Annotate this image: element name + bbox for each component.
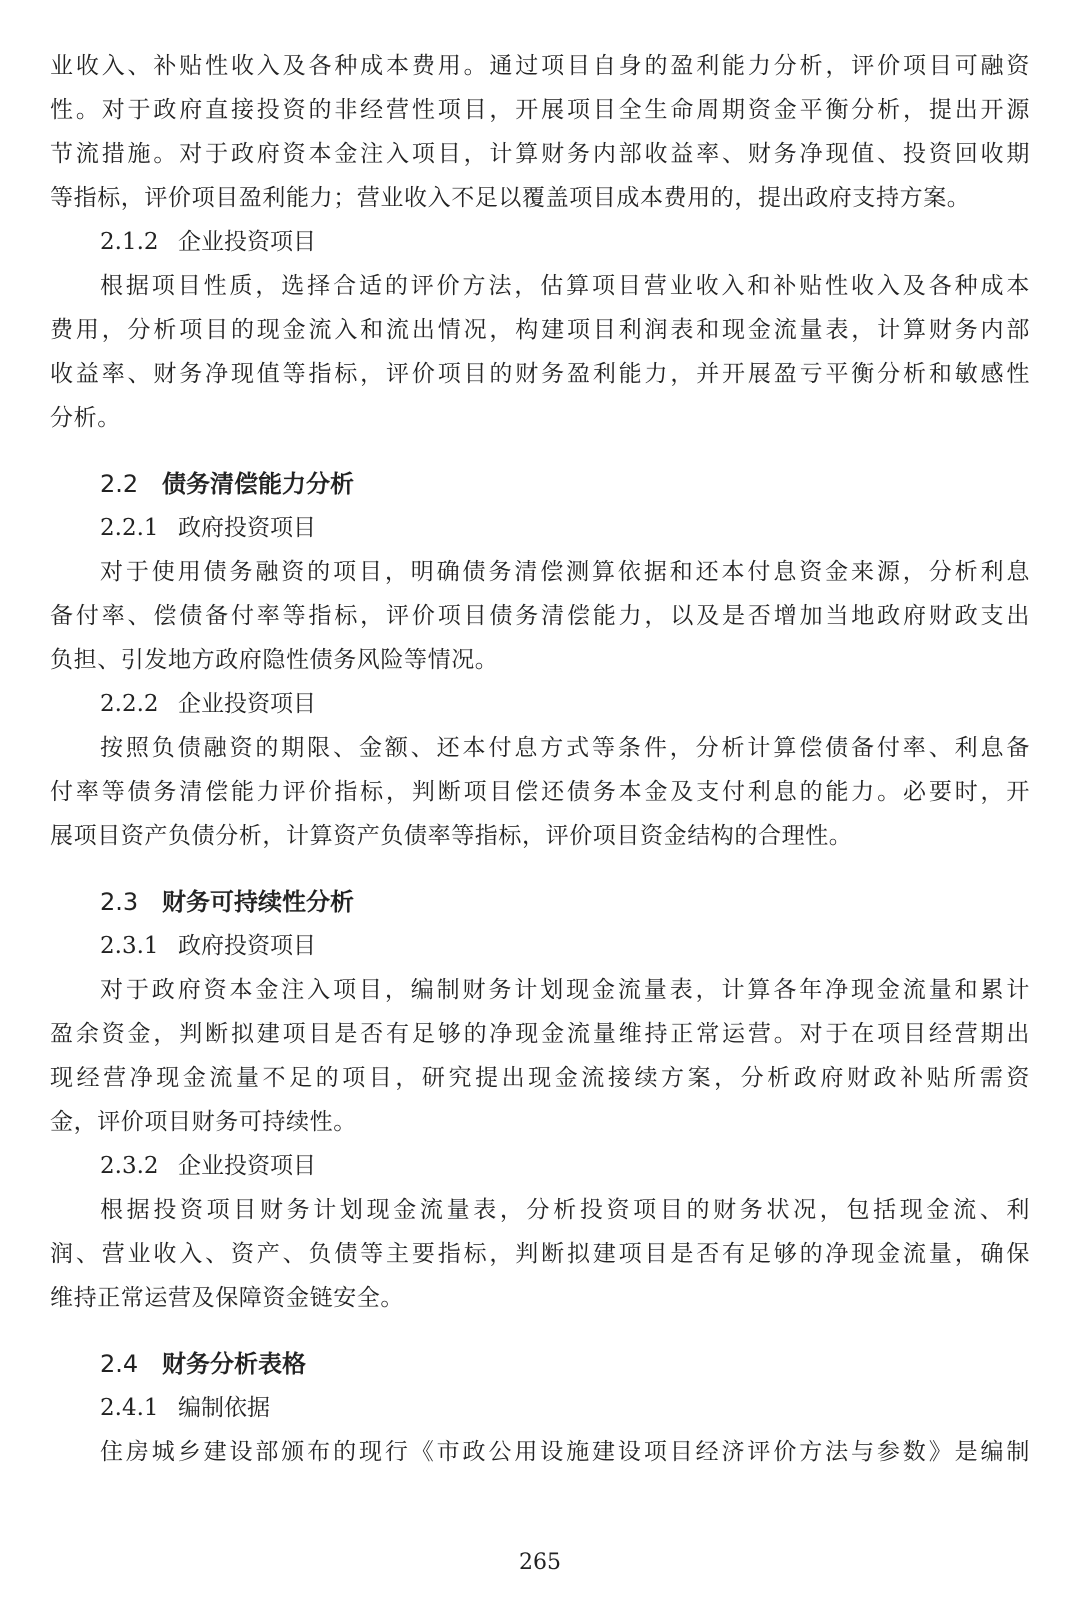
paragraph-line: 展项目资产负债分析，计算资产负债率等指标，评价项目资金结构的合理性。	[50, 823, 853, 849]
section-title: 债务清偿能力分析	[162, 470, 354, 498]
subsection-title: 企业投资项目	[178, 1153, 316, 1179]
paragraph-line: 维持正常运营及保障资金链安全。	[50, 1285, 404, 1311]
section-number: 2.4	[100, 1350, 139, 1378]
section-number: 2.2	[100, 470, 139, 498]
paragraph-line: 按照负债融资的期限、金额、还本付息方式等条件，分析计算偿债备付率、利息备	[100, 735, 1030, 761]
subsection-title: 企业投资项目	[178, 691, 316, 717]
document-page	[50, 44, 1030, 1474]
paragraph-line: 金，评价项目财务可持续性。	[50, 1109, 357, 1135]
section-title: 财务可持续性分析	[162, 888, 354, 916]
paragraph-line: 对于政府资本金注入项目，编制财务计划现金流量表，计算各年净现金流量和累计	[100, 977, 1030, 1003]
section-title: 财务分析表格	[162, 1350, 306, 1378]
paragraph-2-4-1	[50, 1430, 1030, 1474]
paragraph-2-3-2	[50, 1188, 1030, 1320]
subsection-heading-2-3-1	[50, 924, 1030, 968]
paragraph-line: 对于使用债务融资的项目，明确债务清偿测算依据和还本付息资金来源，分析利息	[100, 559, 1030, 585]
subsection-heading-2-1-2	[50, 220, 1030, 264]
subsection-title: 企业投资项目	[178, 229, 316, 255]
paragraph-2-2-1	[50, 550, 1030, 682]
subsection-title: 政府投资项目	[178, 515, 316, 541]
paragraph-line: 润、营业收入、资产、负债等主要指标，判断拟建项目是否有足够的净现金流量，确保	[50, 1241, 1030, 1267]
subsection-heading-2-2-1	[50, 506, 1030, 550]
paragraph-line: 备付率、偿债备付率等指标，评价项目债务清偿能力，以及是否增加当地政府财政支出	[50, 603, 1030, 629]
paragraph-2-2-2	[50, 726, 1030, 858]
paragraph-line: 性。对于政府直接投资的非经营性项目，开展项目全生命周期资金平衡分析，提出开源	[50, 97, 1030, 123]
paragraph-2-1-2	[50, 264, 1030, 440]
paragraph-line: 费用，分析项目的现金流入和流出情况，构建项目利润表和现金流量表，计算财务内部	[50, 317, 1030, 343]
paragraph-line: 付率等债务清偿能力评价指标，判断项目偿还债务本金及支付利息的能力。必要时，开	[50, 779, 1030, 805]
subsection-number: 2.4.1	[100, 1395, 159, 1421]
paragraph-line: 盈余资金，判断拟建项目是否有足够的净现金流量维持正常运营。对于在项目经营期出	[50, 1021, 1030, 1047]
subsection-heading-2-2-2	[50, 682, 1030, 726]
section-heading-2-4	[50, 1342, 1030, 1386]
paragraph-line: 等指标，评价项目盈利能力；营业收入不足以覆盖项目成本费用的，提出政府支持方案。	[50, 185, 971, 211]
subsection-number: 2.2.2	[100, 691, 159, 717]
subsection-title: 编制依据	[178, 1395, 270, 1421]
page-number: 265	[519, 1550, 561, 1575]
paragraph-line: 现经营净现金流量不足的项目，研究提出现金流接续方案，分析政府财政补贴所需资	[50, 1065, 1030, 1091]
subsection-number: 2.3.1	[100, 933, 159, 959]
section-heading-2-3	[50, 880, 1030, 924]
paragraph-line: 住房城乡建设部颁布的现行《市政公用设施建设项目经济评价方法与参数》是编制	[100, 1439, 1030, 1465]
subsection-heading-2-4-1	[50, 1386, 1030, 1430]
subsection-number: 2.2.1	[100, 515, 159, 541]
subsection-number: 2.3.2	[100, 1153, 159, 1179]
paragraph-line: 节流措施。对于政府资本金注入项目，计算财务内部收益率、财务净现值、投资回收期	[50, 141, 1030, 167]
paragraph-2-3-1	[50, 968, 1030, 1144]
paragraph-line: 业收入、补贴性收入及各种成本费用。通过项目自身的盈利能力分析，评价项目可融资	[50, 53, 1030, 79]
paragraph-line: 分析。	[50, 405, 121, 431]
subsection-heading-2-3-2	[50, 1144, 1030, 1188]
paragraph-line: 根据投资项目财务计划现金流量表，分析投资项目的财务状况，包括现金流、利	[100, 1197, 1030, 1223]
paragraph-line: 收益率、财务净现值等指标，评价项目的财务盈利能力，并开展盈亏平衡分析和敏感性	[50, 361, 1030, 387]
section-heading-2-2	[50, 462, 1030, 506]
subsection-number: 2.1.2	[100, 229, 159, 255]
subsection-title: 政府投资项目	[178, 933, 316, 959]
section-number: 2.3	[100, 888, 139, 916]
paragraph-line: 负担、引发地方政府隐性债务风险等情况。	[50, 647, 499, 673]
paragraph-line: 根据项目性质，选择合适的评价方法，估算项目营业收入和补贴性收入及各种成本	[100, 273, 1030, 299]
intro-paragraph	[50, 44, 1030, 220]
